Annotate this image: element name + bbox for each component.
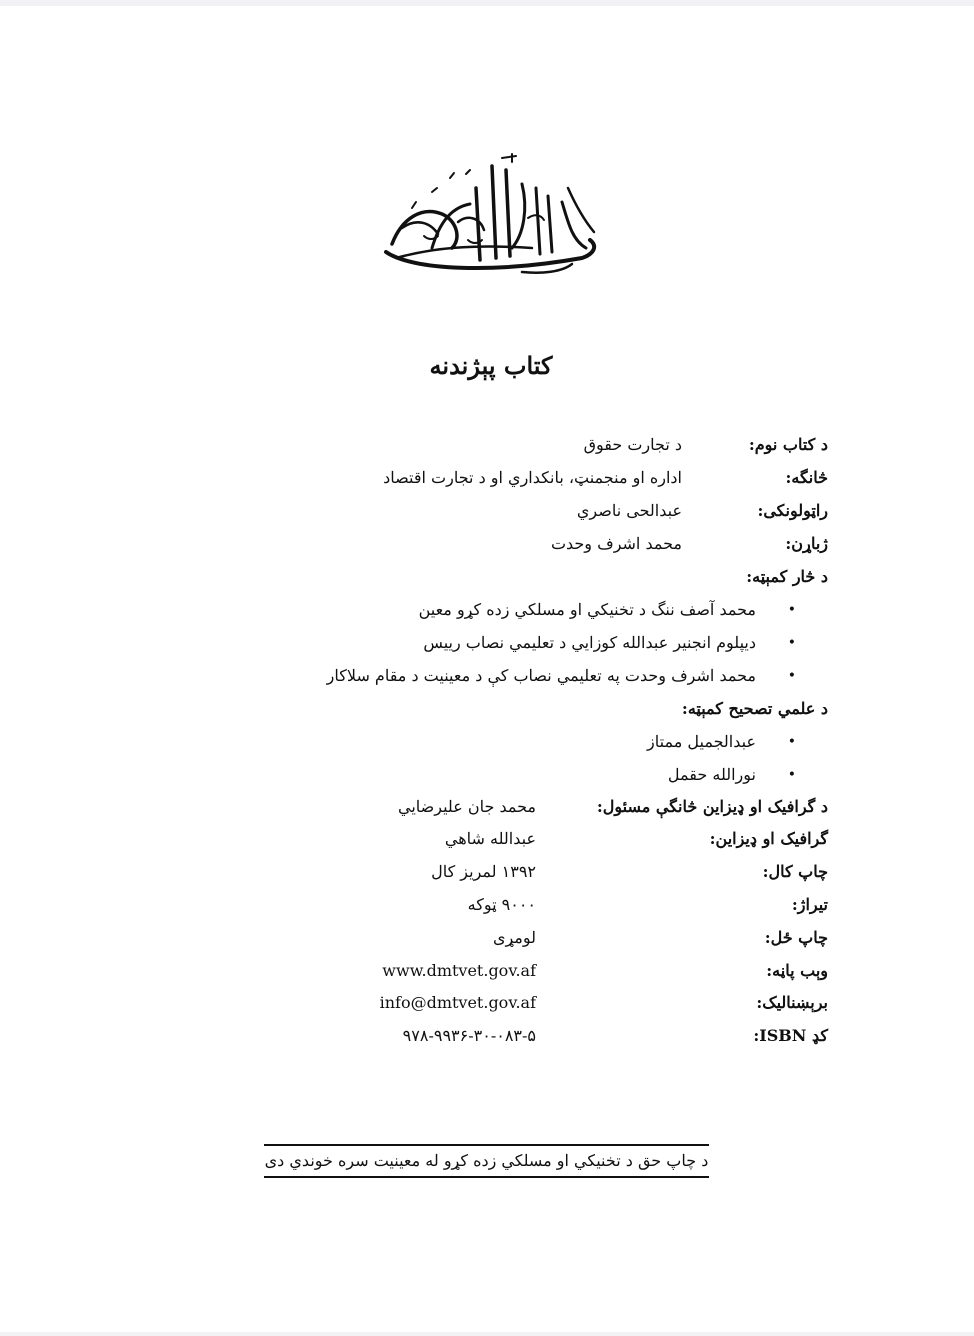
detail-row	[0, 792, 974, 822]
bullet-icon: •	[787, 668, 796, 684]
bismillah-calligraphy-icon	[372, 148, 602, 280]
detail-label: تیراژ:	[791, 895, 828, 914]
detail-row	[0, 988, 974, 1018]
detail-row	[0, 824, 974, 854]
field-row	[0, 463, 974, 493]
field-label: د کتاب نوم:	[748, 435, 828, 454]
website-value: www.dmtvet.gov.af	[382, 961, 536, 980]
list-item	[0, 595, 974, 625]
field-value: محمد اشرف وحدت	[550, 534, 682, 553]
field-label: راټولونکی:	[757, 501, 828, 520]
field-label: ژباړن:	[785, 534, 828, 553]
correction-heading	[0, 694, 974, 724]
detail-label: د گرافیک او ډیزاین څانگې مسئول:	[596, 797, 828, 816]
detail-row	[0, 890, 974, 920]
committee-member: محمد آصف ننگ د تخنیکي او مسلکي زده کړو معین	[418, 600, 756, 619]
correction-member: عبدالجمیل ممتاز	[647, 732, 756, 751]
committee-member: محمد اشرف وحدت په تعلیمي نصاب کې د معينيت د مقام سلاکار	[326, 666, 756, 685]
detail-value: لومړی	[492, 928, 536, 947]
list-item	[0, 661, 974, 691]
list-item	[0, 727, 974, 757]
correction-label: د علمي تصحيح کمېټه:	[681, 699, 828, 718]
footer-top-rule	[264, 1144, 709, 1146]
field-value: عبدالحی ناصري	[576, 501, 682, 520]
detail-value: عبدالله شاهي	[444, 829, 536, 848]
detail-value: محمد جان علیرضايي	[398, 797, 536, 816]
field-row	[0, 430, 974, 460]
detail-label: گرافیک او ډیزاین:	[709, 829, 828, 848]
detail-label: چاپ ځل:	[764, 928, 828, 947]
correction-member: نورالله حقمل	[667, 765, 756, 784]
email-value: info@dmtvet.gov.af	[379, 993, 536, 1012]
detail-row	[0, 1021, 974, 1051]
page-title: کتاب پېژندنه	[429, 351, 553, 380]
bullet-icon: •	[787, 734, 796, 750]
committee-label: د څار کمېټه:	[746, 567, 828, 586]
copyright-notice: د چاپ حق د تخنیکي او مسلکي زده کړو له معینیت سره خوندي دی	[264, 1151, 709, 1170]
field-label: څانگه:	[785, 468, 828, 487]
detail-value: ۹۰۰۰ ټوکه	[467, 895, 536, 914]
bullet-icon: •	[787, 767, 796, 783]
detail-row	[0, 857, 974, 887]
isbn-value: ۹۷۸-۹۹۳۶-۳۰-۰۸۳-۵	[402, 1026, 536, 1045]
field-row	[0, 529, 974, 559]
list-item	[0, 760, 974, 790]
field-row	[0, 496, 974, 526]
field-value: د تجارت حقوق	[583, 435, 682, 454]
detail-value: ۱۳۹۲ لمریز کال	[431, 862, 536, 881]
committee-member: دیپلوم انجنیر عبدالله کوزايي د تعلیمي نصاب رييس	[423, 633, 756, 652]
detail-row	[0, 923, 974, 953]
detail-label: چاپ کال:	[762, 862, 828, 881]
footer-bottom-rule	[264, 1176, 709, 1178]
page	[0, 6, 974, 1332]
bullet-icon: •	[787, 635, 796, 651]
bullet-icon: •	[787, 602, 796, 618]
detail-label: برېښنالیک:	[756, 993, 828, 1012]
detail-label: کډ ISBN:	[753, 1026, 828, 1045]
committee-heading	[0, 562, 974, 592]
field-value: اداره او منجمنټ، بانکداري او د تجارت اقتصاد	[383, 468, 682, 487]
list-item	[0, 628, 974, 658]
detail-label: وېب پاڼه:	[766, 961, 828, 980]
detail-row	[0, 956, 974, 986]
